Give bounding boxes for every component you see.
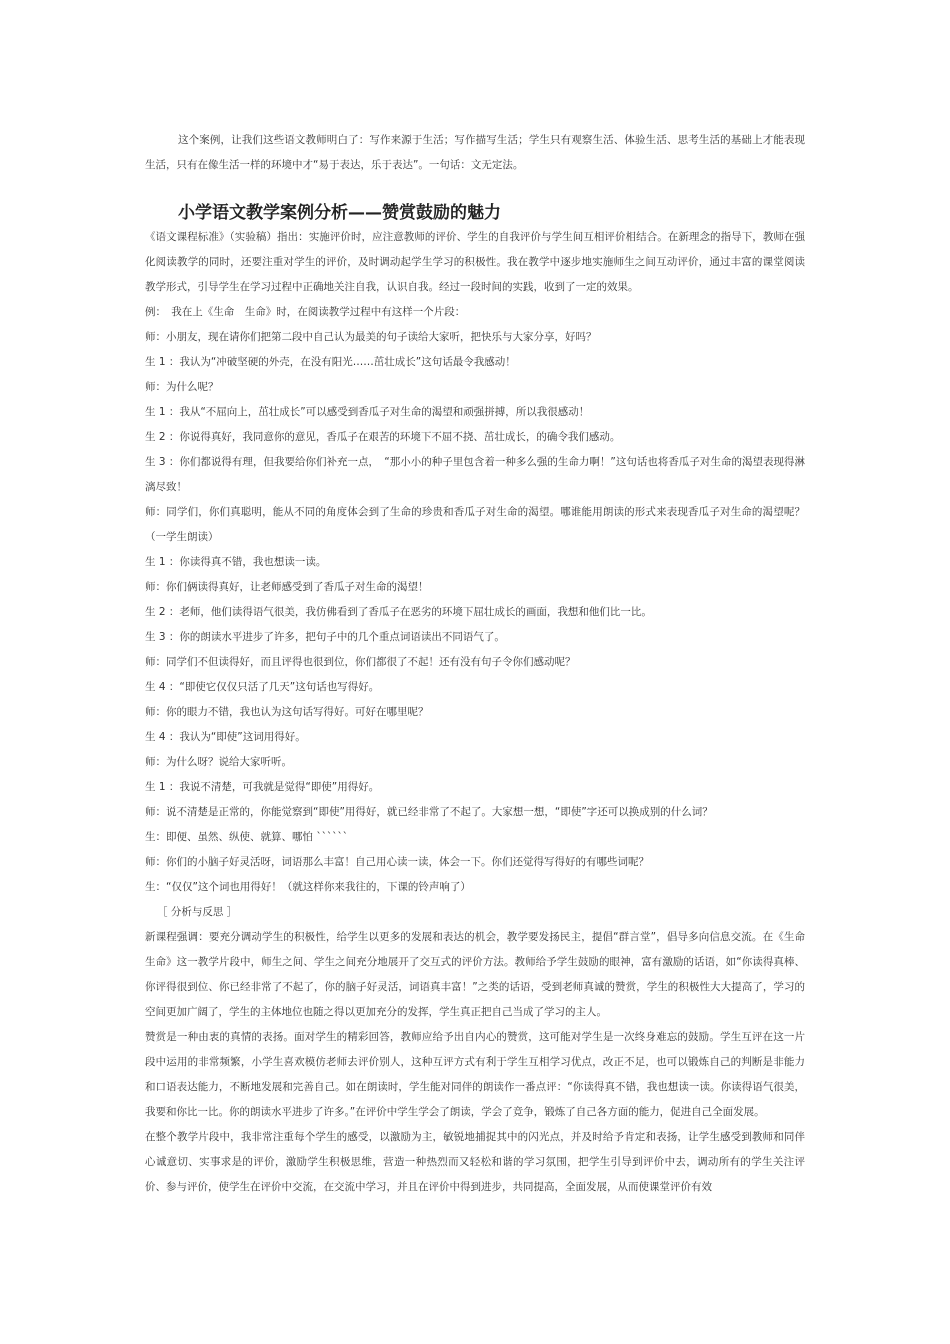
paragraph: 生 2 ：老师，他们读得语气很美，我仿佛看到了香瓜子在恶劣的环境下屈壮成长的画面，我想和他们比一比。 — [145, 606, 652, 618]
paragraph: 生 4 ：“即使它仅仅只活了几天”这句话也写得好。 — [145, 681, 380, 693]
paragraph: 生 2 ：你说得真好，我同意你的意见，香瓜子在艰苦的环境下不屈不挠、茁壮成长，的确令我们感动。 — [145, 431, 621, 443]
paragraph: 生 4 ：我认为“即使”这词用得好。 — [145, 731, 306, 743]
section-heading-analysis: ［ 分析与反思 ］ — [157, 906, 238, 918]
paragraph: 生 1 ：我说不清楚，可我就是觉得“即使”用得好。 — [145, 781, 380, 793]
paragraph: 师：你们俩读得真好，让老师感受到了香瓜子对生命的渴望！ — [145, 581, 429, 593]
paragraph: 师：为什么呀？说给大家听听。 — [145, 756, 292, 768]
paragraph: 在整个教学片段中，我非常注重每个学生的感受，以激励为主，敏锐地捕捉其中的闪光点，并及时给予肯定和表扬，让学生感受到教师和同伴心诚意切、实事求是的评价，激励学生积极思维，营造一种热烈而又轻松和谐的学习氛围，把学生引导到评价中去，调动所有的学生关注评价、参与评价，使学生在评价中交流，在交流中学习，并且在评价中得到进步，共同提高，全面发展，从而使课堂评价有效 — [145, 1131, 805, 1193]
paragraph: 师：小朋友，现在请你们把第二段中自己认为最美的句子读给大家听，把快乐与大家分享，好吗？ — [145, 331, 597, 343]
intro-paragraph: 这个案例，让我们这些语文教师明白了：写作来源于生活；写作描写生活；学生只有观察生活、体验生活、思考生活的基础上才能表现生活，只有在像生活一样的环境中才“易于表达，乐于表达”。一句话：文无定法。 — [145, 134, 805, 171]
paragraph: 生 1 ：我从“不屈向上，茁壮成长”可以感受到香瓜子对生命的渴望和顽强拼搏，所以我很感动！ — [145, 406, 590, 418]
paragraph: 生：即便、虽然、纵使、就算、哪怕 ˋˋˋˋˋˋ — [145, 831, 348, 843]
paragraph: 新课程强调：要充分调动学生的积极性，给学生以更多的发展和表达的机会，教学要发扬民主，提倡“群言堂”，倡导多向信息交流。在《生命生命》这一教学片段中，师生之间、学生之间充分地展开了交互式的评价方法。教师给予学生鼓励的眼神，富有激励的话语，如“你读得真棒、你评得很到位、你已经非常了不起了，你的脑子好灵活，词语真丰富！”之类的话语，受到老师真诚的赞赏，学生的积极性大大提高了，学习的空间更加广阔了，学生的主体地位也随之得以更加充分的发挥，学生真正把自己当成了学习的主人。 — [145, 931, 805, 1018]
article-title: 小学语文教学案例分析——赞赏鼓励的魅力 — [178, 203, 501, 223]
article-body — [145, 225, 805, 1200]
paragraph: 生 1 ：你读得真不错，我也想读一读。 — [145, 556, 327, 568]
paragraph: 师：同学们，你们真聪明，能从不同的角度体会到了生命的珍贵和香瓜子对生命的渴望。哪谁能用朗读的形式来表现香瓜子对生命的渴望呢？（一学生朗读） — [145, 506, 805, 543]
paragraph: 师：你们的小脑子好灵活呀，词语那么丰富！自己用心读一读，体会一下。你们还觉得写得好的有哪些词呢？ — [145, 856, 649, 868]
paragraph: 《语文课程标准》（实验稿）指出：实施评价时，应注意教师的评价、学生的自我评价与学生间互相评价相结合。在新理念的指导下，教师在强化阅读教学的同时，还要注重对学生的评价，及时调动起学生学习的积极性。我在教学中逐步地实施师生之间互动评价，通过丰富的课堂阅读教学形式，引导学生在学习过程中正确地关注自我，认识自我。经过一段时间的实践，收到了一定的效果。 — [145, 231, 805, 293]
paragraph: 赞赏是一种由衷的真情的表扬。面对学生的精彩回答，教师应给予出自内心的赞赏，这可能对学生是一次终身难忘的鼓励。学生互评在这一片段中运用的非常频繁，小学生喜欢模仿老师去评价别人，这种互评方式有利于学生互相学习优点，改正不足，也可以锻炼自己的判断是非能力和口语表达能力，不断地发展和完善自己。如在朗读时，学生能对同伴的朗读作一番点评：“你读得真不错，我也想读一读。你读得语气很美，我要和你比一比。你的朗读水平进步了许多。”在评价中学生学会了朗读，学会了竞争，锻炼了自己各方面的能力，促进自己全面发展。 — [145, 1031, 805, 1118]
paragraph: 生 1 ：我认为“冲破坚硬的外壳，在没有阳光……茁壮成长”这句话最令我感动！ — [145, 356, 516, 368]
paragraph: 师：为什么呢？ — [145, 381, 219, 393]
paragraph: 师：你的眼力不错，我也认为这句话写得好。可好在哪里呢？ — [145, 706, 429, 718]
paragraph: 师：说不清楚是正常的，你能觉察到“即使”用得好，就已经非常了不起了。大家想一想，“即使”字还可以换成别的什么词？ — [145, 806, 713, 818]
paragraph: 生 3 ：你的朗读水平进步了许多，把句子中的几个重点词语读出不同语气了。 — [145, 631, 505, 643]
paragraph: 生 3 ：你们都说得有理，但我要给你们补充一点， “那小小的种子里包含着一种多么强的生命力啊！”这句话也将香瓜子对生命的渴望表现得淋漓尽致！ — [145, 456, 805, 493]
paragraph: 生：“仅仅”这个词也用得好！（就这样你来我往的，下课的铃声响了） — [145, 881, 471, 893]
paragraph: 例： 我在上《生命 生命》时，在阅读教学过程中有这样一个片段： — [145, 306, 466, 318]
paragraph: 师：同学们不但读得好，而且评得也很到位，你们都很了不起！还有没有句子令你们感动呢？ — [145, 656, 576, 668]
